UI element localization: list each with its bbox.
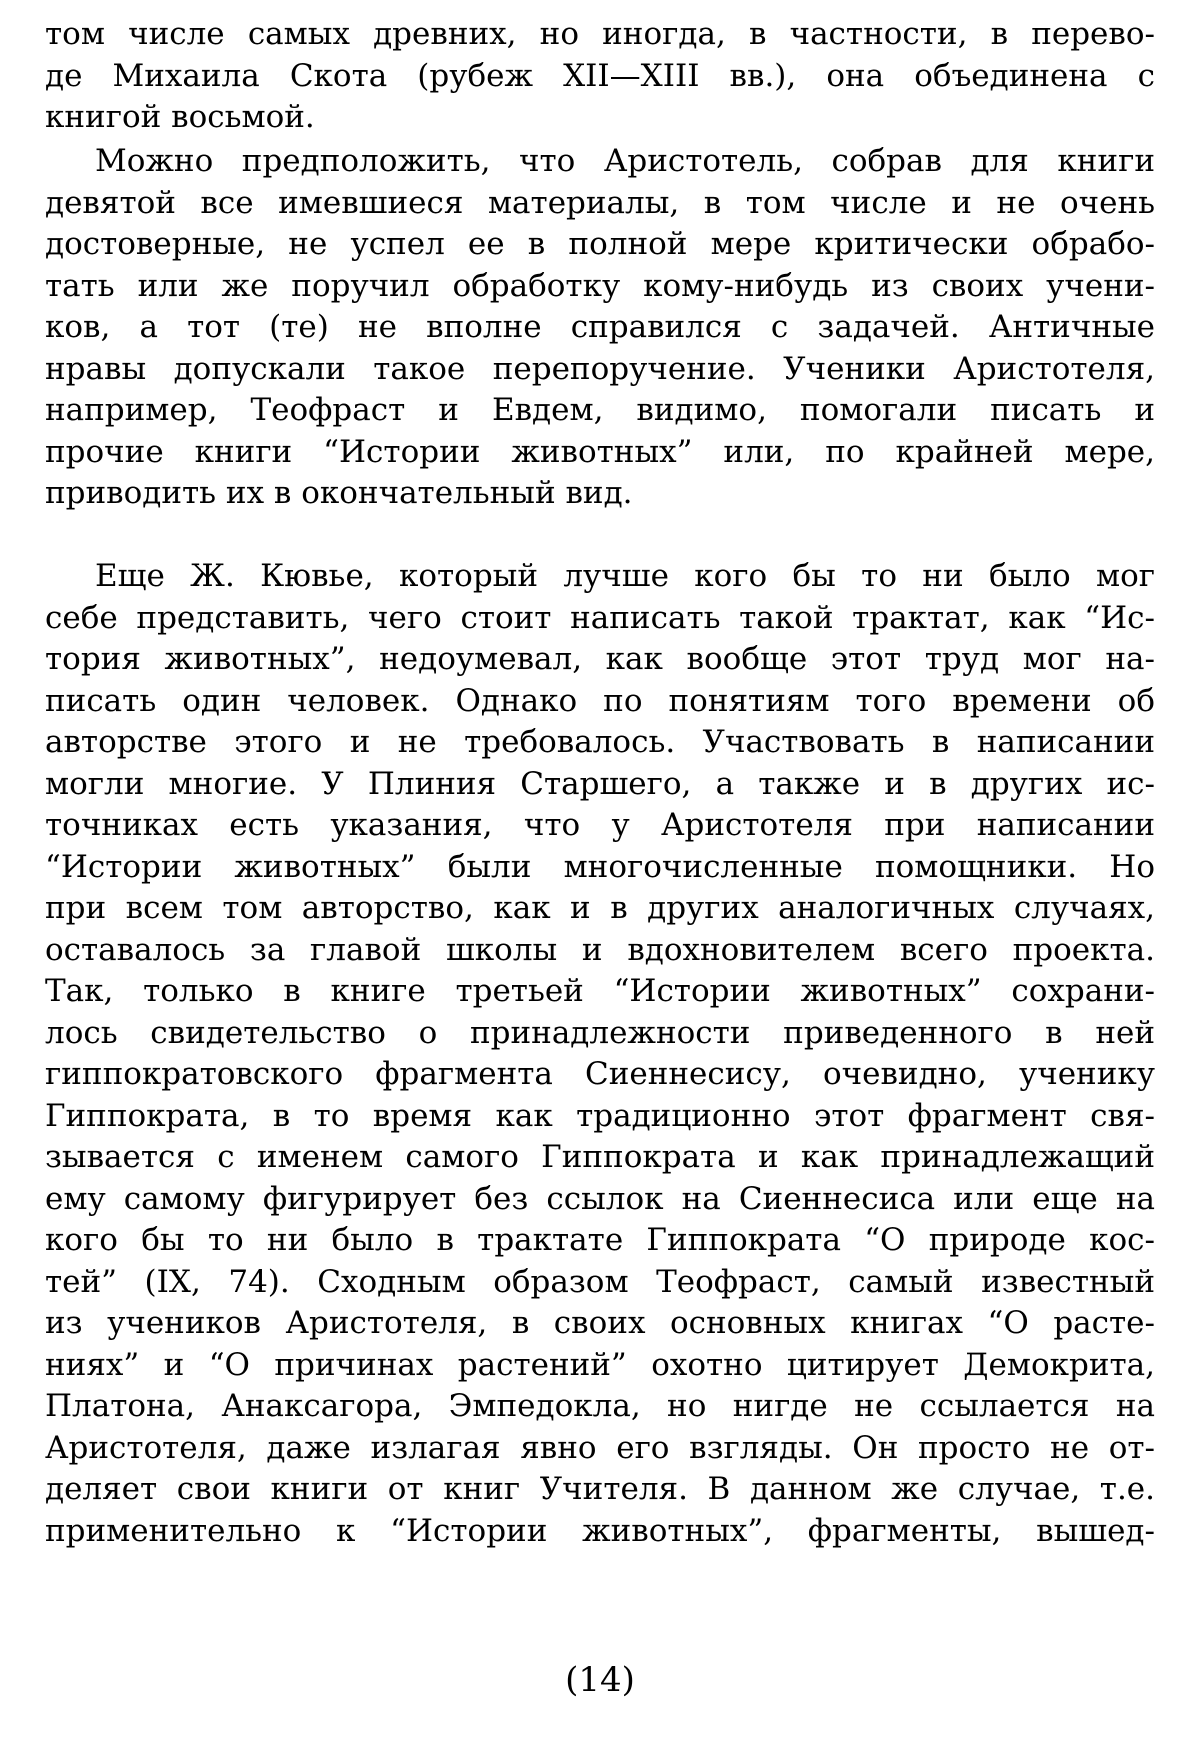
text-line: нравы допускали такое перепоручение. Ученики Аристотеля, — [45, 350, 1155, 387]
page-number: (14) — [565, 1660, 635, 1700]
text-line: ему самому фигурирует без ссылок на Сиеннесиса или еще на — [45, 1180, 1155, 1217]
paragraph-1 — [45, 14, 1155, 139]
paragraph-2 — [45, 141, 1155, 515]
text-line: ниях” и “О причинах растений” охотно цитирует Демокрита, — [45, 1346, 1155, 1383]
text-line: приводить их в окончательный вид. — [45, 475, 633, 511]
text-line: кого бы то ни было в трактате Гиппократа “О природе кос- — [45, 1222, 1155, 1258]
text-line: Можно предположить, что Аристотель, собрав для книги — [95, 143, 1155, 179]
text-line: из учеников Аристотеля, в своих основных книгах “О расте- — [45, 1305, 1155, 1341]
text-line: точниках есть указания, что у Аристотеля при написании — [45, 807, 1155, 843]
text-line: тория животных”, недоумевал, как вообще этот труд мог на- — [45, 641, 1155, 677]
text-line: деляет свои книги от книг Учителя. В данном же случае, т.е. — [45, 1471, 1155, 1507]
text-line: писать один человек. Однако по понятиям того времени об — [45, 682, 1155, 719]
text-line: оставалось за главой школы и вдохновителем всего проекта. — [45, 931, 1155, 968]
text-line: тей” (IX, 74). Сходным образом Теофраст, самый известный — [45, 1263, 1155, 1300]
text-line: том числе самых древних, но иногда, в частности, в перево- — [45, 16, 1155, 52]
text-line: лось свидетельство о принадлежности приведенного в ней — [45, 1014, 1155, 1051]
text-line: девятой все имевшиеся материалы, в том числе и не очень — [45, 184, 1155, 221]
text-line: Еще Ж. Кювье, который лучше кого бы то ни было мог — [95, 558, 1155, 594]
text-line: книгой восьмой. — [45, 99, 315, 135]
text-line: Аристотеля, даже излагая явно его взгляды. Он просто не от- — [45, 1429, 1155, 1466]
text-line: “Истории животных” были многочисленные помощники. Но — [45, 848, 1155, 885]
book-page — [45, 0, 1155, 1742]
text-line: прочие книги “Истории животных” или, по крайней мере, — [45, 433, 1155, 470]
text-line: тать или же поручил обработку кому-нибудь из своих учени- — [45, 267, 1155, 304]
text-line: достоверные, не успел ее в полной мере критически обрабо- — [45, 226, 1155, 262]
text-line: применительно к “Истории животных”, фрагменты, вышед- — [45, 1512, 1155, 1549]
text-line: Гиппократа, в то время как традиционно этот фрагмент свя- — [45, 1097, 1155, 1134]
text-line: себе представить, чего стоит написать такой трактат, как “Ис- — [45, 599, 1155, 636]
paragraph-3 — [45, 556, 1155, 1552]
text-line: зывается с именем самого Гиппократа и как принадлежащий — [45, 1139, 1155, 1175]
text-line: ков, а тот (те) не вполне справился с задачей. Античные — [45, 309, 1155, 345]
text-line: могли многие. У Плиния Старшего, а также и в других ис- — [45, 765, 1155, 802]
text-line: Платона, Анаксагора, Эмпедокла, но нигде не ссылается на — [45, 1388, 1155, 1424]
text-line: Так, только в книге третьей “Истории животных” сохрани- — [45, 973, 1155, 1009]
text-line: де Михаила Скота (рубеж XII—XIII вв.), она объединена с — [45, 57, 1155, 94]
text-line: гиппократовского фрагмента Сиеннесису, очевидно, ученику — [45, 1056, 1155, 1092]
text-line: например, Теофраст и Евдем, видимо, помогали писать и — [45, 392, 1155, 428]
text-line: при всем том авторство, как и в других аналогичных случаях, — [45, 890, 1155, 926]
text-line: авторстве этого и не требовалось. Участвовать в написании — [45, 724, 1155, 760]
